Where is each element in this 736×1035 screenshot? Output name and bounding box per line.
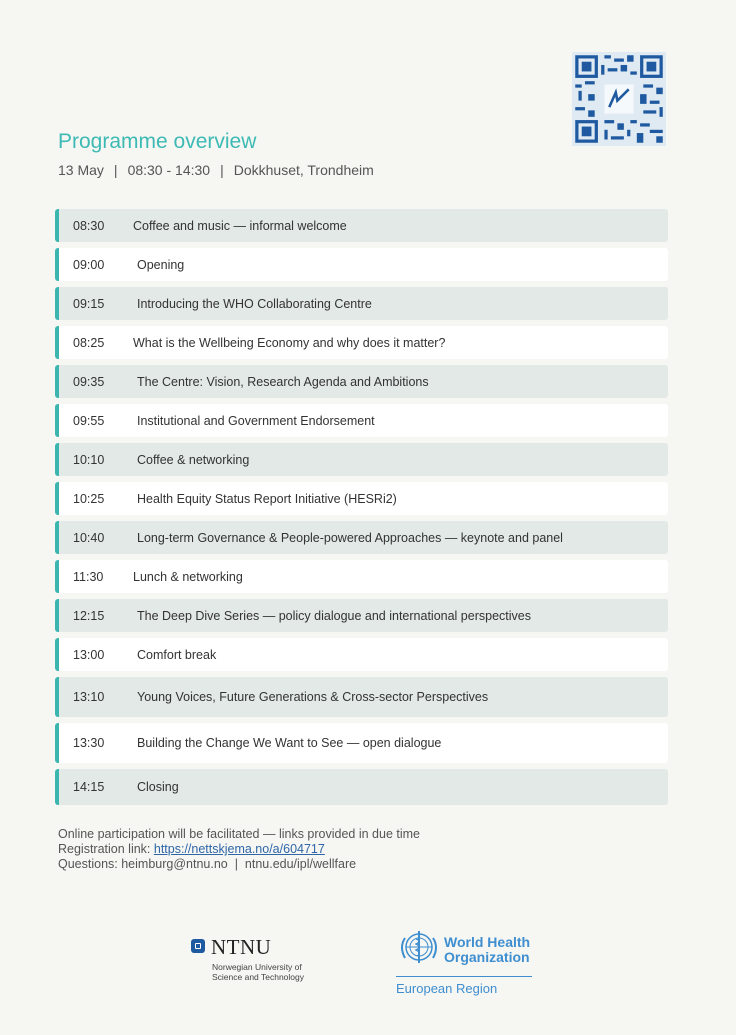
schedule-time: 08:25 (73, 335, 105, 350)
schedule-label: Institutional and Government Endorsement (137, 413, 375, 428)
who-region: European Region (396, 981, 498, 996)
schedule-time: 11:30 (73, 569, 104, 584)
schedule-row (55, 599, 668, 632)
schedule-label: Young Voices, Future Generations & Cross-sector Perspectives (137, 690, 489, 704)
schedule-row (55, 443, 668, 476)
schedule-label: The Deep Dive Series — policy dialogue and international perspectives (137, 608, 531, 623)
schedule-time: 12:15 (73, 608, 105, 623)
schedule-label: Introducing the WHO Collaborating Centre (137, 296, 372, 311)
schedule-row (55, 287, 668, 320)
qr-code-graphic (572, 52, 666, 146)
who-name (444, 935, 544, 965)
ntnu-subtitle-line: Norwegian University of (212, 962, 302, 972)
online-note: Online participation will be facilitated — links provided in due time (58, 827, 420, 841)
schedule-label: Coffee & networking (137, 452, 250, 467)
schedule-row (55, 248, 668, 281)
questions-contact: Questions: heimburg@ntnu.no (58, 857, 228, 871)
schedule-time: 13:10 (73, 690, 105, 704)
schedule-row (55, 723, 668, 763)
schedule-time: 09:00 (73, 257, 105, 272)
schedule-time: 10:40 (73, 530, 105, 545)
schedule-time: 10:25 (73, 491, 105, 506)
schedule-row (55, 677, 668, 717)
separator: | (113, 162, 118, 178)
schedule-time: 09:55 (73, 413, 105, 428)
who-name-line: World Health (444, 934, 531, 950)
schedule-time: 13:00 (73, 647, 105, 662)
event-time-range: 08:30 - 14:30 (127, 162, 211, 178)
schedule-label: Lunch & networking (133, 569, 243, 584)
registration-line (58, 842, 420, 857)
page-title: Programme overview (58, 130, 257, 153)
schedule-row (55, 482, 668, 515)
schedule-row (55, 326, 668, 359)
schedule-label: The Centre: Vision, Research Agenda and Ambitions (137, 374, 429, 389)
ntnu-square-icon (191, 939, 205, 953)
schedule-label: Building the Change We Want to See — open dialogue (137, 736, 442, 750)
schedule-row (55, 638, 668, 671)
schedule-label: Closing (137, 780, 179, 794)
schedule-time: 08:30 (73, 218, 105, 233)
ntnu-subtitle (212, 962, 332, 982)
schedule-time: 09:15 (73, 296, 105, 311)
schedule-time: 10:10 (73, 452, 105, 467)
schedule-row (55, 209, 668, 242)
schedule-label: Comfort break (137, 647, 217, 662)
schedule-row (55, 521, 668, 554)
schedule-time: 14:15 (73, 780, 105, 794)
schedule-label: Opening (137, 257, 185, 272)
programme-schedule (55, 209, 668, 811)
registration-link[interactable]: https://nettskjema.no/a/604717 (153, 842, 325, 856)
who-name-line: Organization (444, 949, 530, 965)
qr-code-icon[interactable] (572, 52, 666, 146)
ntnu-subtitle-line: Science and Technology (212, 972, 304, 982)
website: ntnu.edu/ipl/wellfare (244, 857, 357, 871)
footer-info (58, 827, 420, 872)
event-date: 13 May (58, 162, 104, 178)
schedule-label: Coffee and music — informal welcome (133, 218, 347, 233)
registration-label: Registration link: (58, 842, 154, 856)
separator: | (234, 857, 238, 871)
schedule-row (55, 365, 668, 398)
schedule-label: What is the Wellbeing Economy and why does it matter? (133, 335, 446, 350)
event-venue: Dokkhuset, Trondheim (233, 162, 374, 178)
schedule-row (55, 404, 668, 437)
schedule-label: Long-term Governance & People-powered Approaches — keynote and panel (137, 530, 563, 545)
schedule-time: 09:35 (73, 374, 105, 389)
schedule-row (55, 769, 668, 805)
who-divider (396, 976, 532, 977)
ntnu-wordmark: NTNU (211, 935, 272, 959)
questions-line (58, 857, 420, 872)
who-emblem-icon (396, 930, 442, 964)
schedule-time: 13:30 (73, 736, 105, 750)
schedule-label: Health Equity Status Report Initiative (HESRi2) (137, 491, 397, 506)
event-details (58, 162, 374, 178)
schedule-row (55, 560, 668, 593)
separator: | (220, 162, 224, 178)
